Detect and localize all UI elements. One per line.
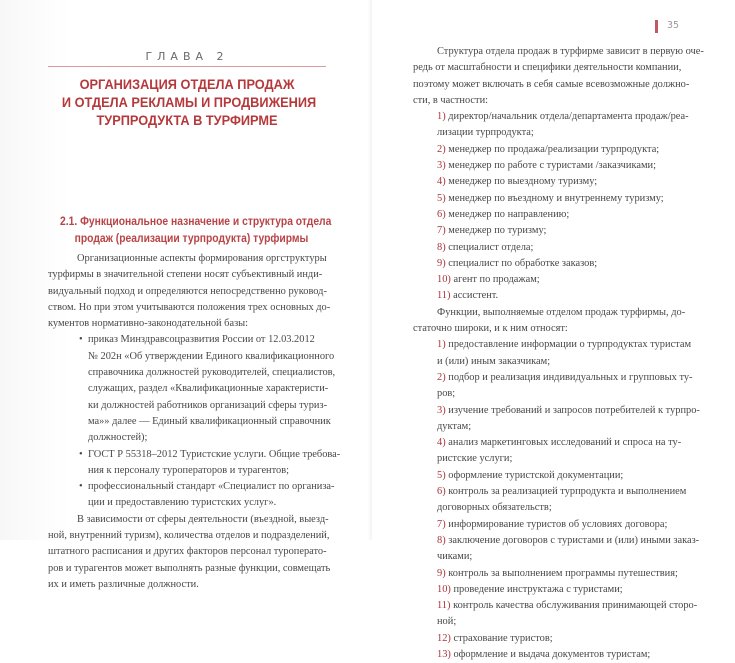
item-number: 8) <box>437 534 446 546</box>
bullet-item <box>48 447 341 463</box>
function-item <box>413 468 713 484</box>
chapter-label: ГЛАВА 2 <box>145 50 229 63</box>
item-continuation: ров; <box>437 388 456 400</box>
function-item <box>413 598 713 614</box>
function-item <box>413 647 713 663</box>
item-text: агент по продажам; <box>453 274 540 286</box>
item-text: проведение инструктажа с туристами; <box>453 583 623 595</box>
function-item <box>413 484 713 500</box>
item-number: 8) <box>437 241 446 253</box>
function-item <box>413 582 713 598</box>
item-number: 5) <box>437 469 446 481</box>
item-text: менеджер по направлению; <box>448 208 570 220</box>
bullet-icon: • <box>79 334 83 346</box>
paragraph-line: статочно широки, и к ним относят: <box>413 323 568 335</box>
bullet-text: профессиональный стандарт «Специалист по организа- <box>88 481 335 493</box>
chapter-title-line: И ОТДЕЛА РЕКЛАМЫ И ПРОДВИЖЕНИЯ <box>61 95 317 111</box>
chapter-title-line: ОРГАНИЗАЦИЯ ОТДЕЛА ПРОДАЖ <box>79 77 295 93</box>
bullet-item <box>48 332 338 348</box>
item-text: контроль за реализацией турпродукта и выполнением <box>448 486 687 498</box>
item-text: контроль качества обслуживания принимающей сторо- <box>453 600 698 612</box>
function-item <box>413 631 713 647</box>
section-title <box>60 213 332 247</box>
section-title-line: 2.1. Функциональное назначение и структура отдела <box>60 214 332 228</box>
position-item <box>413 109 713 125</box>
paragraph-line: В зависимости от сферы деятельности (въездной, выезд- <box>77 513 329 525</box>
item-text: контроль за выполнением программы путешествия; <box>448 567 678 579</box>
item-text: ассистент. <box>453 290 499 302</box>
item-continuation: договорных обязательств; <box>437 502 552 514</box>
function-item <box>413 403 713 419</box>
bullet-icon: • <box>79 481 83 493</box>
positions-list <box>413 109 713 305</box>
item-number: 4) <box>437 176 446 188</box>
item-text: менеджер по туризму; <box>448 225 547 237</box>
item-text: специалист отдела; <box>448 241 534 253</box>
bullet-continuation: ки должностей работников организаций сферы туриз- <box>88 399 328 411</box>
item-continuation: и (или) иным заказчикам; <box>437 355 551 367</box>
item-number: 1) <box>437 111 446 123</box>
paragraph-line: кументов нормативно-законодательной базы: <box>48 318 249 330</box>
bullet-continuation: справочника должностей руководителей, специалистов, <box>88 367 336 379</box>
item-number: 9) <box>437 567 446 579</box>
item-number: 7) <box>437 225 446 237</box>
position-item <box>413 240 713 256</box>
bullet-continuation: № 202н «Об утверждении Единого квалификационного <box>88 350 335 362</box>
paragraph-line: штатного расписания и других факторов персонал туроперато- <box>48 546 327 558</box>
item-continuation: ристские услуги; <box>437 453 513 465</box>
bullet-continuation: должностей); <box>88 432 148 444</box>
item-number: 13) <box>437 648 451 660</box>
item-text: изучение требований и запросов потребителей к турпро- <box>448 404 700 416</box>
item-number: 5) <box>437 192 446 204</box>
item-number: 3) <box>437 404 446 416</box>
item-text: заключение договоров с туристами и (или) иными заказ- <box>448 534 700 546</box>
bullet-continuation: ния к персоналу туроператоров и турагентов; <box>88 464 290 476</box>
left-page <box>0 0 372 590</box>
bullet-continuation: ма»» далее — Единый квалификационный справочник <box>88 415 331 427</box>
item-number: 11) <box>437 290 451 302</box>
position-item <box>413 174 713 190</box>
item-text: страхование туристов; <box>453 632 553 644</box>
item-continuation: лизации турпродукта; <box>437 127 534 139</box>
position-item <box>413 256 713 272</box>
function-item <box>413 370 713 386</box>
item-text: оформление туристской документации; <box>448 469 624 481</box>
paragraph-line: их и иметь различные должности. <box>48 578 199 590</box>
page-number-marker-icon <box>655 20 658 33</box>
chapter-divider <box>48 66 326 67</box>
function-item <box>413 566 713 582</box>
item-text: менеджер по работе с туристами /заказчиками; <box>448 160 656 172</box>
paragraph-line: редь от масштабности и специфики деятельности компании, <box>413 62 682 74</box>
section-title-line: продаж (реализации турпродукта) турфирмы <box>74 231 309 245</box>
item-number: 1) <box>437 339 446 351</box>
paragraph-line: Организационные аспекты формирования оргструктуры <box>77 253 327 264</box>
bullet-item <box>48 479 338 495</box>
position-item <box>413 158 713 174</box>
item-text: специалист по обработке заказов; <box>448 257 598 269</box>
item-number: 6) <box>437 208 446 220</box>
item-text: менеджер по выездному туризму; <box>448 176 598 188</box>
paragraph-line: Структура отдела продаж в турфирме зависит в первую оче- <box>437 46 704 57</box>
function-item <box>413 435 713 451</box>
item-number: 2) <box>437 371 446 383</box>
item-number: 2) <box>437 143 446 155</box>
paragraph-line: ров и турагентов может выполнять разные функции, совмещать <box>48 562 331 574</box>
function-item <box>413 533 713 549</box>
chapter-title <box>61 76 317 130</box>
function-item <box>413 517 713 533</box>
functions-list <box>413 337 713 663</box>
item-number: 6) <box>437 486 446 498</box>
item-text: оформление и выдача документов туристам; <box>453 648 651 660</box>
page-number: 35 <box>667 20 680 31</box>
item-text: предоставление информации о турпродуктах туристам <box>448 339 692 351</box>
paragraph-line: Функции, выполняемые отделом продаж турфирмы, до- <box>437 306 686 318</box>
position-item <box>413 288 713 304</box>
item-number: 4) <box>437 437 446 449</box>
paragraph-line: турфирмы в значительной степени носят субъективный инди- <box>48 269 323 281</box>
position-item <box>413 142 713 158</box>
bullet-continuation: ции и предоставлению туристских услуг». <box>88 497 277 509</box>
left-body-text <box>48 251 341 593</box>
bullet-icon: • <box>79 448 83 460</box>
item-number: 11) <box>437 600 451 612</box>
position-item <box>413 223 713 239</box>
item-continuation: чиками; <box>437 551 473 563</box>
item-number: 12) <box>437 632 451 644</box>
item-continuation: дуктам; <box>437 420 472 432</box>
paragraph-line: ством. Но при этом учитываются положения трех основных до- <box>48 301 331 313</box>
item-text: анализ маркетинговых исследований и спроса на ту- <box>448 437 682 449</box>
bullet-text: приказ Минздравсоцразвития России от 12.03.2012 <box>88 334 315 346</box>
item-text: информирование туристов об условиях договора; <box>448 518 668 530</box>
item-continuation: ной; <box>437 616 457 628</box>
position-item <box>413 191 713 207</box>
function-item <box>413 337 713 353</box>
item-number: 3) <box>437 160 446 172</box>
position-item <box>413 207 713 223</box>
item-text: менеджер по въездному и внутреннему туризму; <box>448 192 664 204</box>
item-number: 10) <box>437 274 451 286</box>
paragraph-line: видуальный подход и определяются непосредственно руковод- <box>48 285 327 297</box>
paragraph-line: поэтому может включать в себя самые всевозможные должно- <box>413 78 690 90</box>
bullet-text: ГОСТ Р 55318–2012 Туристские услуги. Общие требова- <box>88 448 341 460</box>
item-number: 9) <box>437 257 446 269</box>
item-text: подбор и реализация индивидуальных и групповых ту- <box>448 371 693 383</box>
item-text: директор/начальник отдела/департамента продаж/реа- <box>448 111 689 123</box>
item-number: 7) <box>437 518 446 530</box>
paragraph-line: ной, внутренний туризм), количества отделов и подразделений, <box>48 530 330 542</box>
paragraph-line: сти, в частности: <box>413 94 489 106</box>
right-body-text <box>413 44 713 663</box>
item-text: менеджер по продажа/реализации турпродукта; <box>448 143 660 155</box>
item-number: 10) <box>437 583 451 595</box>
chapter-title-line: ТУРПРОДУКТА В ТУРФИРМЕ <box>96 113 278 129</box>
bullet-continuation: служащих, раздел «Квалификационные характеристи- <box>88 383 329 395</box>
position-item <box>413 272 713 288</box>
